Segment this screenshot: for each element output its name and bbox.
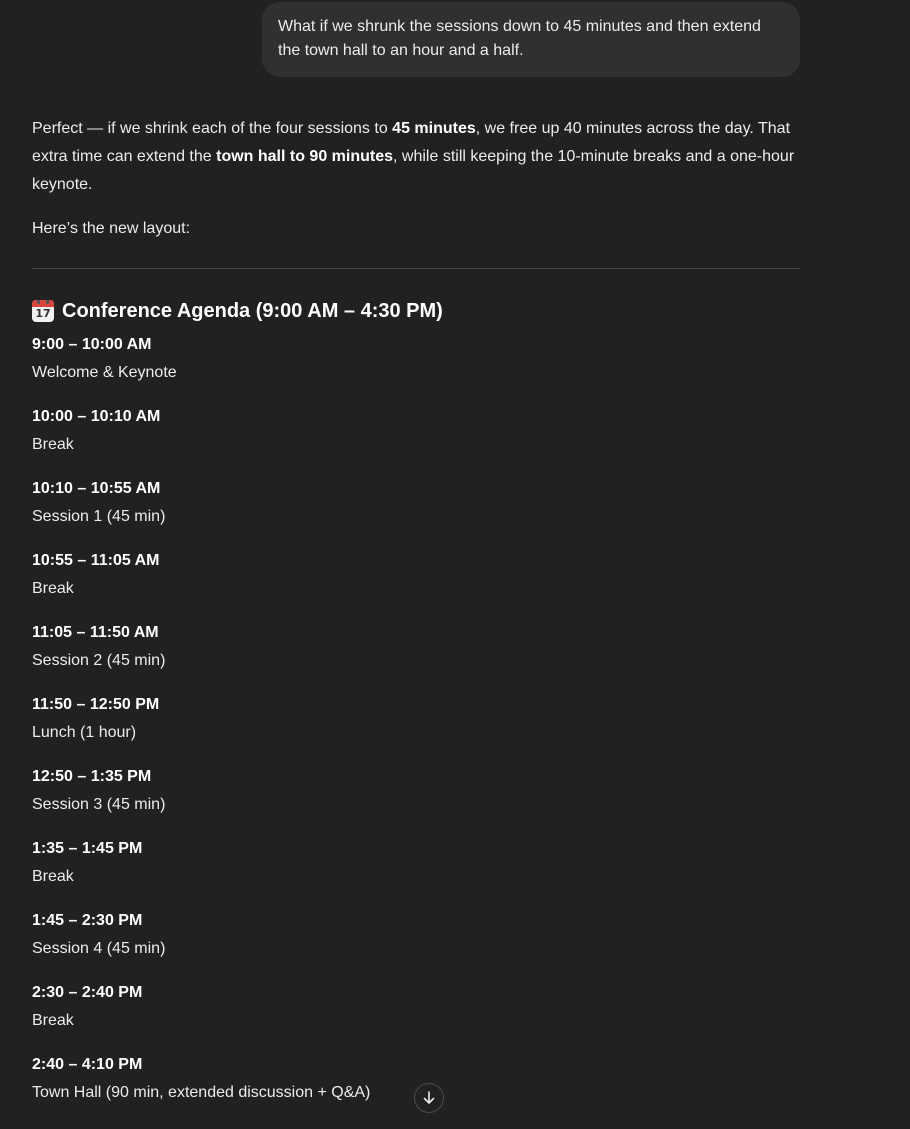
scroll-to-bottom-button[interactable] <box>414 1083 444 1113</box>
user-message-bubble <box>262 2 800 77</box>
agenda-title: Conference Agenda (9:00 AM – 4:30 PM) <box>62 300 443 322</box>
agenda-time: 2:30 – 2:40 PM <box>32 984 143 1001</box>
intro-text-3: , while still keeping the 10-minute breaks and a one-hour keynote. <box>32 148 795 193</box>
agenda-list <box>32 331 800 1107</box>
agenda-time: 10:55 – 11:05 AM <box>32 552 160 569</box>
agenda-time: 12:50 – 1:35 PM <box>32 768 152 785</box>
intro-bold-1: 45 minutes <box>392 120 476 137</box>
user-message-line-1: What if we shrunk the sessions down to 45 minutes and then extend <box>278 18 761 35</box>
agenda-item <box>32 835 800 891</box>
agenda-description: Break <box>32 1012 74 1029</box>
layout-intro-paragraph: Here’s the new layout: <box>32 220 191 237</box>
agenda-item <box>32 475 800 531</box>
calendar-icon <box>32 300 54 322</box>
agenda-item <box>32 331 800 387</box>
agenda-item <box>32 979 800 1035</box>
agenda-description: Welcome & Keynote <box>32 364 177 381</box>
agenda-description: Break <box>32 580 74 597</box>
agenda-item <box>32 907 800 963</box>
agenda-time: 2:40 – 4:10 PM <box>32 1056 143 1073</box>
agenda-heading <box>32 296 800 326</box>
intro-text-1: Perfect — if we shrink each of the four sessions to <box>32 120 393 137</box>
agenda-description: Session 2 (45 min) <box>32 652 166 669</box>
agenda-description: Session 1 (45 min) <box>32 508 166 525</box>
assistant-intro-paragraph <box>32 115 800 199</box>
agenda-time: 1:35 – 1:45 PM <box>32 840 143 857</box>
agenda-description: Lunch (1 hour) <box>32 724 137 741</box>
divider <box>32 268 800 269</box>
calendar-icon-number: 17 <box>35 307 51 320</box>
agenda-description: Session 3 (45 min) <box>32 796 166 813</box>
agenda-time: 11:05 – 11:50 AM <box>32 624 159 641</box>
agenda-time: 10:10 – 10:55 AM <box>32 480 161 497</box>
agenda-item <box>32 547 800 603</box>
agenda-time: 10:00 – 10:10 AM <box>32 408 161 425</box>
intro-bold-2: town hall to 90 minutes <box>216 148 394 165</box>
agenda-time: 11:50 – 12:50 PM <box>32 696 160 713</box>
agenda-item <box>32 619 800 675</box>
agenda-time: 9:00 – 10:00 AM <box>32 336 152 353</box>
agenda-description: Town Hall (90 min, extended discussion + Q&A) <box>32 1084 371 1101</box>
agenda-time: 1:45 – 2:30 PM <box>32 912 143 929</box>
agenda-item <box>32 691 800 747</box>
agenda-description: Session 4 (45 min) <box>32 940 166 957</box>
agenda-item <box>32 763 800 819</box>
agenda-description: Break <box>32 436 74 453</box>
user-message-line-2: the town hall to an hour and a half. <box>278 42 524 59</box>
agenda-description: Break <box>32 868 74 885</box>
agenda-item <box>32 403 800 459</box>
intro-text-2: , we free up 40 minutes across the day. That extra time can extend the <box>32 120 791 165</box>
assistant-message <box>32 115 800 1123</box>
arrow-down-icon <box>421 1090 437 1106</box>
